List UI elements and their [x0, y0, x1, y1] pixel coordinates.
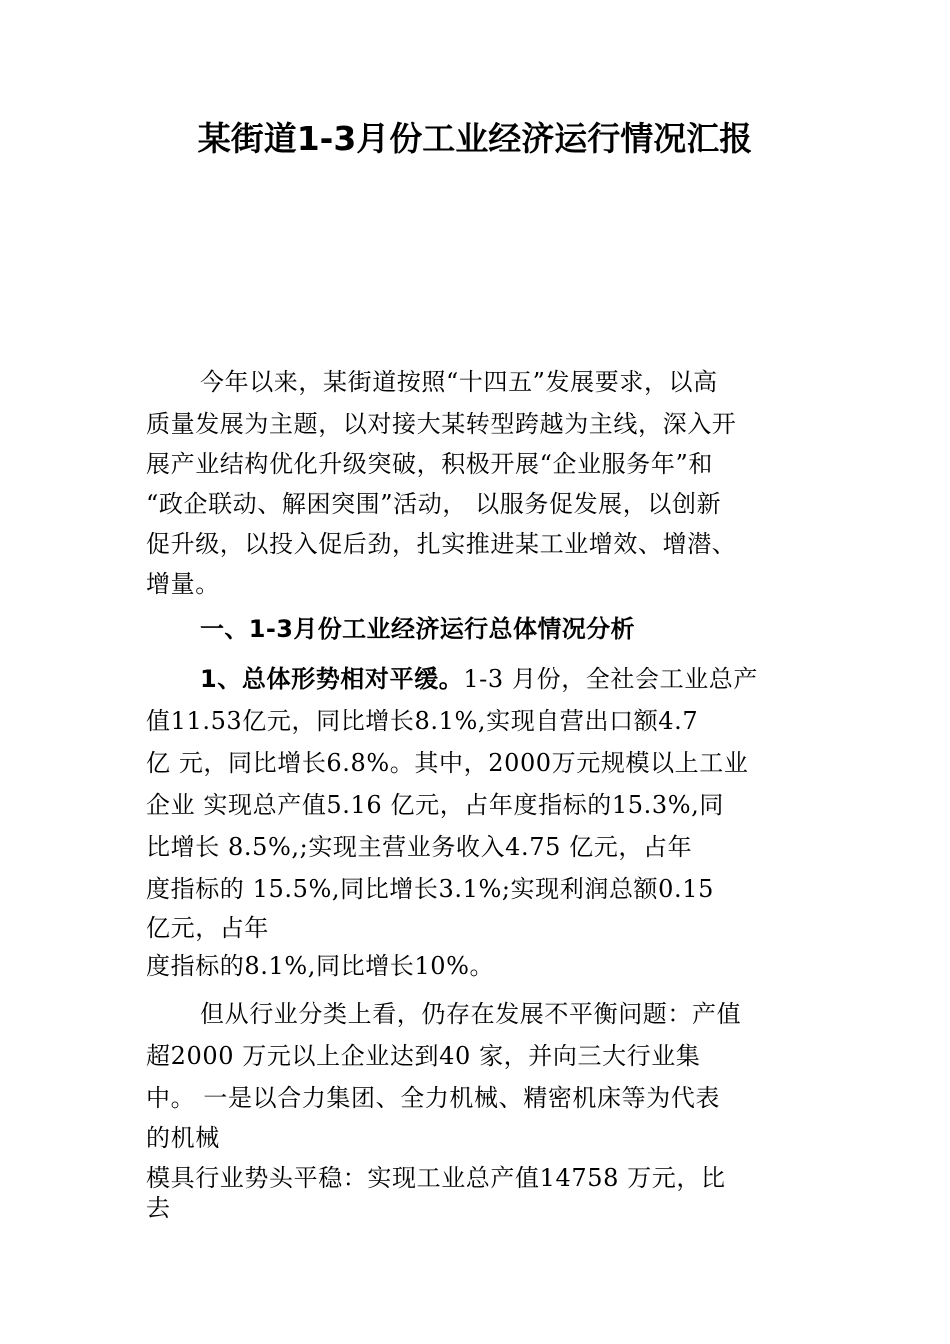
point1-first-line [200, 661, 758, 697]
point1-line: 企业 实现总产值5.16 亿元，占年度指标的15.3%,同 [146, 791, 724, 819]
intro-line: 今年以来，某街道按照“十四五”发展要求，以高 [200, 368, 718, 396]
intro-line: 质量发展为主题，以对接大某转型跨越为主线，深入开 [146, 410, 737, 438]
para2-line: 中。 一是以合力集团、全力机械、精密机床等为代表 [146, 1084, 721, 1112]
para2-line: 去 [146, 1194, 171, 1222]
para2-line: 的机械 [146, 1124, 220, 1152]
point1-line: 值11.53亿元，同比增长8.1%,实现自营出口额4.7 [146, 707, 699, 735]
section-heading: 一、1-3月份工业经济运行总体情况分析 [200, 615, 635, 643]
intro-line: “政企联动、解困突围”活动， 以服务促发展，以创新 [146, 490, 722, 518]
point1-line: 度指标的 15.5%,同比增长3.1%;实现利润总额0.15 [146, 875, 714, 903]
document-title: 某街道1-3月份工业经济运行情况汇报 [197, 119, 753, 158]
point1-line: 亿 元，同比增长6.8%。其中，2000万元规模以上工业 [146, 749, 749, 777]
point1-line: 比增长 8.5%,;实现主营业务收入4.75 亿元，占年 [146, 833, 693, 861]
para2-line: 但从行业分类上看，仍存在发展不平衡问题：产值 [200, 1000, 742, 1028]
point1-line: 亿元，占年 [146, 914, 269, 942]
point1-line: 度指标的8.1%,同比增长10%。 [146, 952, 495, 980]
point1-label: 1、总体形势相对平缓。 [200, 665, 464, 693]
point1-text: 1-3 月份，全社会工业总产 [463, 665, 758, 693]
para2-line: 模具行业势头平稳：实现工业总产值14758 万元，比 [146, 1164, 726, 1192]
para2-line: 超2000 万元以上企业达到40 家，并向三大行业集 [146, 1042, 701, 1070]
intro-line: 促升级，以投入促后劲，扎实推进某工业增效、增潜、 [146, 530, 737, 558]
intro-line: 增量。 [146, 570, 220, 598]
intro-line: 展产业结构优化升级突破，积极开展“企业服务年”和 [146, 450, 713, 478]
